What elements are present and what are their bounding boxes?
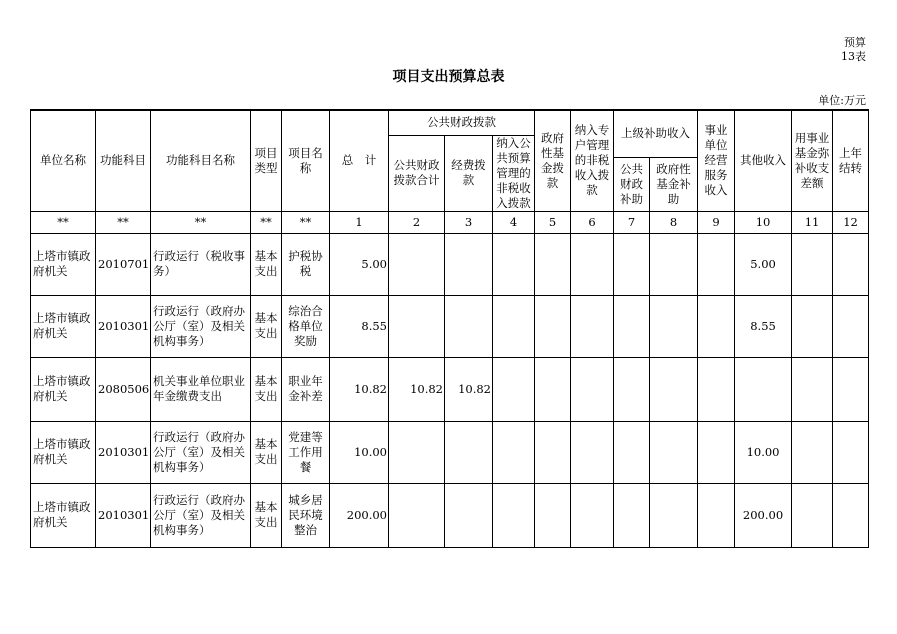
cell-sup-public xyxy=(614,295,650,357)
header-row-1 xyxy=(31,110,869,135)
cell-business xyxy=(698,295,735,357)
index-cell: 6 xyxy=(571,211,614,233)
cell-proj-type: 基本支出 xyxy=(251,357,282,421)
cell-surplus xyxy=(792,421,833,483)
cell-nontax xyxy=(493,421,535,483)
index-cell: 2 xyxy=(389,211,445,233)
cell-code: 2010701 xyxy=(96,233,151,295)
header-unit-name: 单位名称 xyxy=(31,110,96,211)
index-cell: 12 xyxy=(833,211,869,233)
form-number-line1: 预算 xyxy=(844,36,866,49)
cell-unit: 上塔市镇政府机关 xyxy=(31,483,96,547)
cell-nontax xyxy=(493,483,535,547)
cell-proj-type: 基本支出 xyxy=(251,233,282,295)
cell-proj-type: 基本支出 xyxy=(251,483,282,547)
table-row xyxy=(31,483,869,547)
table-row xyxy=(31,357,869,421)
index-cell: 7 xyxy=(614,211,650,233)
header-superior: 上级补助收入 xyxy=(614,110,698,157)
cell-sup-fund xyxy=(650,483,698,547)
cell-special-nontax xyxy=(571,483,614,547)
cell-surplus xyxy=(792,233,833,295)
unit-label: 单位:万元 xyxy=(818,94,866,107)
header-nontax: 纳入公共预算管理的非税收入拨款 xyxy=(493,135,535,211)
cell-code: 2080506 xyxy=(96,357,151,421)
cell-surplus xyxy=(792,483,833,547)
cell-sup-public xyxy=(614,357,650,421)
cell-surplus xyxy=(792,295,833,357)
form-number-line2: 13表 xyxy=(841,50,866,63)
cell-sup-fund xyxy=(650,421,698,483)
cell-funding xyxy=(445,295,493,357)
cell-total: 8.55 xyxy=(330,295,389,357)
cell-proj-type: 基本支出 xyxy=(251,295,282,357)
index-cell: ** xyxy=(96,211,151,233)
cell-pf-total xyxy=(389,233,445,295)
cell-unit: 上塔市镇政府机关 xyxy=(31,295,96,357)
cell-special-nontax xyxy=(571,295,614,357)
index-row xyxy=(31,211,869,233)
cell-pf-total xyxy=(389,483,445,547)
header-proj-type: 项目类型 xyxy=(251,110,282,211)
index-cell: 11 xyxy=(792,211,833,233)
cell-funding: 10.82 xyxy=(445,357,493,421)
cell-nontax xyxy=(493,295,535,357)
cell-business xyxy=(698,483,735,547)
cell-sup-fund xyxy=(650,233,698,295)
header-gov-fund: 政府性基金拨款 xyxy=(535,110,571,211)
cell-sup-public xyxy=(614,483,650,547)
page-title: 项目支出预算总表 xyxy=(392,69,505,85)
cell-code: 2010301 xyxy=(96,421,151,483)
cell-func-name: 行政运行（政府办公厅（室）及相关机构事务） xyxy=(151,421,251,483)
index-cell: ** xyxy=(282,211,330,233)
cell-funding xyxy=(445,483,493,547)
cell-other xyxy=(735,357,792,421)
header-public-finance: 公共财政拨款 xyxy=(389,110,535,135)
cell-func-name: 行政运行（政府办公厅（室）及相关机构事务） xyxy=(151,295,251,357)
cell-sup-public xyxy=(614,233,650,295)
header-other: 其他收入 xyxy=(735,110,792,211)
cell-gov-fund xyxy=(535,483,571,547)
cell-special-nontax xyxy=(571,233,614,295)
header-func-name: 功能科目名称 xyxy=(151,110,251,211)
header-pf-total: 公共财政拨款合计 xyxy=(389,135,445,211)
index-cell: 1 xyxy=(330,211,389,233)
cell-total: 10.00 xyxy=(330,421,389,483)
cell-gov-fund xyxy=(535,233,571,295)
budget-table xyxy=(30,109,869,548)
cell-special-nontax xyxy=(571,421,614,483)
cell-nontax xyxy=(493,357,535,421)
cell-unit: 上塔市镇政府机关 xyxy=(31,357,96,421)
header-funding: 经费拨款 xyxy=(445,135,493,211)
cell-proj-name: 城乡居民环境整治 xyxy=(282,483,330,547)
cell-funding xyxy=(445,421,493,483)
cell-pf-total xyxy=(389,421,445,483)
header-surplus: 用事业基金弥补收支差额 xyxy=(792,110,833,211)
cell-proj-name: 职业年金补差 xyxy=(282,357,330,421)
cell-total: 10.82 xyxy=(330,357,389,421)
cell-gov-fund xyxy=(535,357,571,421)
header-sup-public: 公共财政补助 xyxy=(614,157,650,211)
cell-business xyxy=(698,357,735,421)
header-carryover: 上年结转 xyxy=(833,110,869,211)
cell-other: 200.00 xyxy=(735,483,792,547)
cell-code: 2010301 xyxy=(96,295,151,357)
table-row xyxy=(31,295,869,357)
cell-carryover xyxy=(833,295,869,357)
index-cell: ** xyxy=(251,211,282,233)
header-func-code: 功能科目 xyxy=(96,110,151,211)
cell-carryover xyxy=(833,421,869,483)
header-business: 事业单位经营服务收入 xyxy=(698,110,735,211)
cell-gov-fund xyxy=(535,295,571,357)
cell-surplus xyxy=(792,357,833,421)
index-cell: 10 xyxy=(735,211,792,233)
cell-carryover xyxy=(833,233,869,295)
cell-gov-fund xyxy=(535,421,571,483)
cell-carryover xyxy=(833,357,869,421)
cell-business xyxy=(698,233,735,295)
cell-funding xyxy=(445,233,493,295)
cell-func-name: 行政运行（税收事务） xyxy=(151,233,251,295)
cell-total: 5.00 xyxy=(330,233,389,295)
cell-business xyxy=(698,421,735,483)
cell-unit: 上塔市镇政府机关 xyxy=(31,233,96,295)
index-cell: ** xyxy=(31,211,96,233)
index-cell: 8 xyxy=(650,211,698,233)
cell-proj-name: 党建等工作用餐 xyxy=(282,421,330,483)
cell-pf-total xyxy=(389,295,445,357)
index-cell: ** xyxy=(151,211,251,233)
cell-nontax xyxy=(493,233,535,295)
cell-sup-fund xyxy=(650,295,698,357)
index-cell: 3 xyxy=(445,211,493,233)
form-number xyxy=(841,36,866,64)
table-row xyxy=(31,421,869,483)
index-cell: 5 xyxy=(535,211,571,233)
cell-sup-fund xyxy=(650,357,698,421)
header-total: 总 计 xyxy=(330,110,389,211)
index-cell: 4 xyxy=(493,211,535,233)
cell-proj-name: 综治合格单位奖励 xyxy=(282,295,330,357)
index-cell: 9 xyxy=(698,211,735,233)
cell-code: 2010301 xyxy=(96,483,151,547)
cell-unit: 上塔市镇政府机关 xyxy=(31,421,96,483)
header-sup-fund: 政府性基金补助 xyxy=(650,157,698,211)
cell-pf-total: 10.82 xyxy=(389,357,445,421)
cell-sup-public xyxy=(614,421,650,483)
cell-proj-type: 基本支出 xyxy=(251,421,282,483)
cell-special-nontax xyxy=(571,357,614,421)
cell-func-name: 机关事业单位职业年金缴费支出 xyxy=(151,357,251,421)
table-row xyxy=(31,233,869,295)
header-proj-name: 项目名称 xyxy=(282,110,330,211)
table-body xyxy=(31,233,869,547)
cell-other: 8.55 xyxy=(735,295,792,357)
cell-other: 5.00 xyxy=(735,233,792,295)
header-special-nontax: 纳入专户管理的非税收入拨款 xyxy=(571,110,614,211)
cell-func-name: 行政运行（政府办公厅（室）及相关机构事务） xyxy=(151,483,251,547)
cell-proj-name: 护税协税 xyxy=(282,233,330,295)
cell-other: 10.00 xyxy=(735,421,792,483)
cell-total: 200.00 xyxy=(330,483,389,547)
cell-carryover xyxy=(833,483,869,547)
